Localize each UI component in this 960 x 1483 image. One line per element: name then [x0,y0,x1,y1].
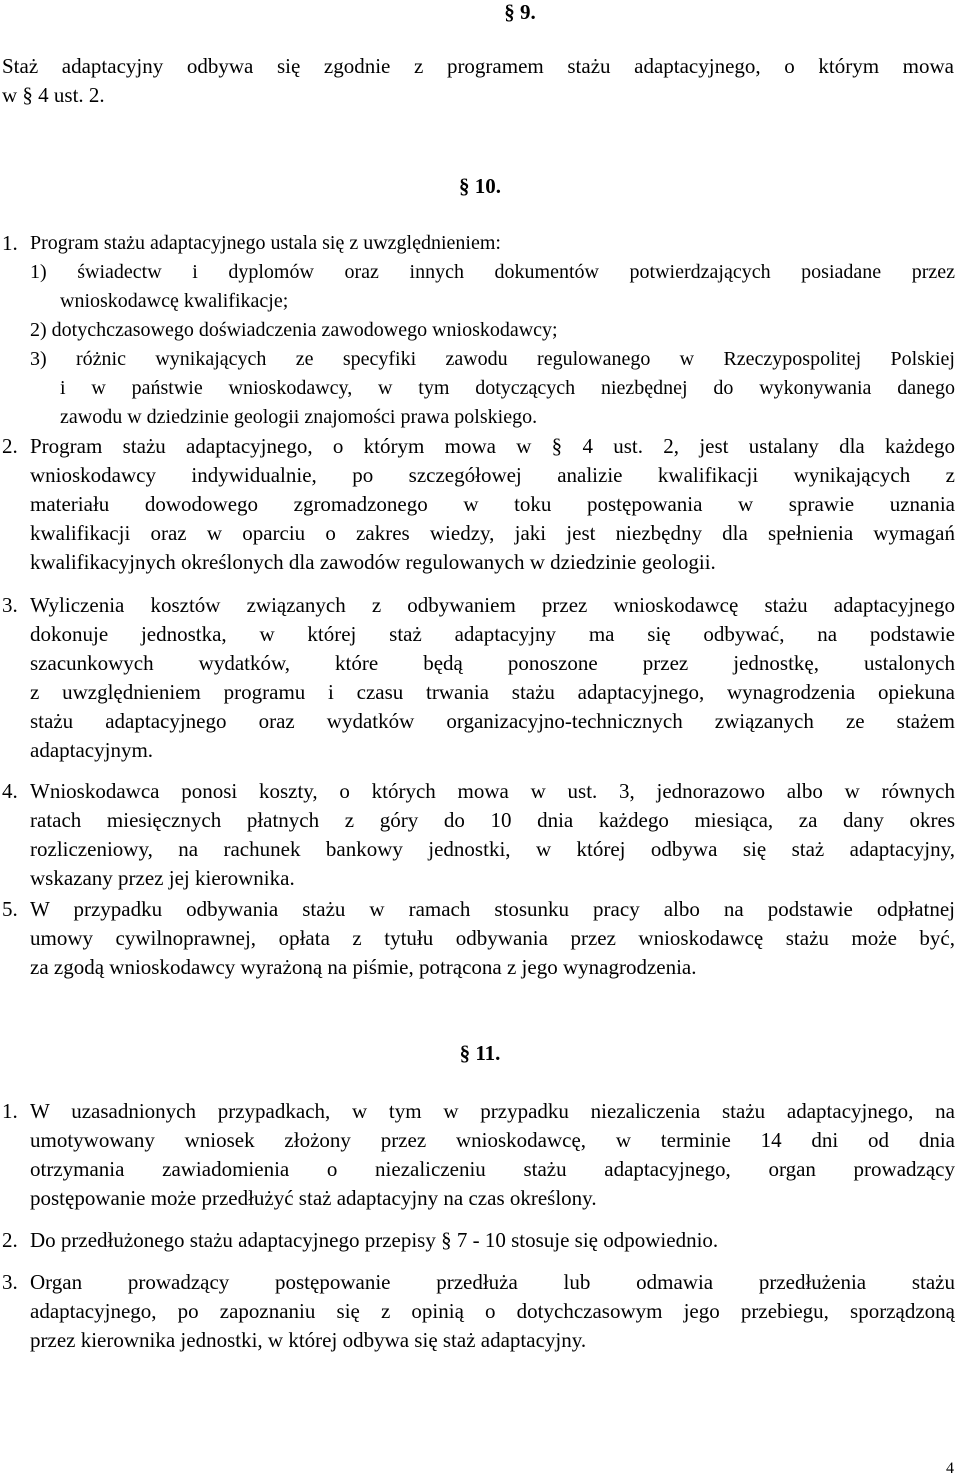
s10-p3-line5: stażu adaptacyjnego oraz wydatków organizacyjno-technicznych związanych ze stażem [30,709,955,733]
s10-p1-item3-cont2: zawodu w dziedzinie geologii znajomości prawa polskiego. [60,406,538,428]
s10-p4-line1: Wnioskodawca ponosi koszty, o których mowa w ust. 3, jednorazowo albo w równych [30,779,955,803]
s10-p5-num: 5. [2,897,18,921]
s11-p1-line3: otrzymania zawiadomienia o niezaliczeniu stażu adaptacyjnego, organ prowadzący [30,1157,955,1181]
s10-p2-line1: Program stażu adaptacyjnego, o którym mowa w § 4 ust. 2, jest ustalany dla każdego [30,434,955,458]
s10-p2-num: 2. [2,434,18,458]
section-9-heading: § 9. [504,0,536,24]
section-10-heading: § 10. [459,174,501,198]
s10-p4-line3: rozliczeniowy, na rachunek bankowy jednostki, w której odbywa się staż adaptacyjny, [30,837,955,861]
s11-p3-num: 3. [2,1270,18,1294]
s10-p3-line4: z uwzględnieniem programu i czasu trwania stażu adaptacyjnego, wynagrodzenia opiekuna [30,680,955,704]
page-number: 4 [946,1460,954,1477]
s10-p4-line2: ratach miesięcznych płatnych z góry do 10 dnia każdego miesiąca, za dany okres [30,808,955,832]
s11-p3-line3: przez kierownika jednostki, w której odbywa się staż adaptacyjny. [30,1328,587,1352]
s10-p1-item1-cont: wnioskodawcę kwalifikacje; [60,290,289,312]
s10-p1-intro: Program stażu adaptacyjnego ustala się z uwzględnieniem: [30,232,501,254]
s10-p2-line5: kwalifikacyjnych określonych dla zawodów regulowanych w dziedzinie geologii. [30,550,716,574]
s11-p1-line4: postępowanie może przedłużyć staż adaptacyjny na czas określony. [30,1186,597,1210]
s11-p3-line1: Organ prowadzący postępowanie przedłuża lub odmawia przedłużenia stażu [30,1270,955,1294]
s11-p1-num: 1. [2,1099,18,1123]
section-11-heading: § 11. [459,1041,501,1065]
section-9-text-cont: w § 4 ust. 2. [2,83,105,107]
s11-p3-line2: adaptacyjnego, po zapoznaniu się z opinią o dotychczasowym jego przebiegu, sporządzoną [30,1299,955,1323]
s10-p3-line6: adaptacyjnym. [30,738,154,762]
s10-p1-item2: 2) dotychczasowego doświadczenia zawodowego wnioskodawcy; [30,319,558,341]
s10-p1-item3-cont1: i w państwie wnioskodawcy, w tym dotyczących niezbędnej do wykonywania danego [60,377,955,399]
s11-p2-num: 2. [2,1228,18,1252]
s11-p1-line1: W uzasadnionych przypadkach, w tym w przypadku niezaliczenia stażu adaptacyjnego, na [30,1099,955,1123]
s10-p2-line4: kwalifikacji oraz w oparciu o zakres wiedzy, jaki jest niezbędny dla spełnienia wymagań [30,521,955,545]
s10-p5-line2: umowy cywilnoprawnej, opłata z tytułu odbywania przez wnioskodawcę stażu może być, [30,926,955,950]
s10-p5-line1: W przypadku odbywania stażu w ramach stosunku pracy albo na podstawie odpłatnej [30,897,955,921]
s10-p1-item3: 3) różnic wynikających ze specyfiki zawodu regulowanego w Rzeczypospolitej Polskiej [30,348,955,370]
s10-p4-num: 4. [2,779,18,803]
s10-p3-num: 3. [2,593,18,617]
s10-p4-line4: wskazany przez jej kierownika. [30,866,295,890]
s10-p3-line1: Wyliczenia kosztów związanych z odbywaniem przez wnioskodawcę stażu adaptacyjnego [30,593,955,617]
s10-p2-line2: wnioskodawcy indywidualnie, po szczegółowej analizie kwalifikacji wynikających z [30,463,955,487]
s11-p2-line1: Do przedłużonego stażu adaptacyjnego przepisy § 7 - 10 stosuje się odpowiednio. [30,1228,719,1252]
s10-p3-line2: dokonuje jednostka, w której staż adaptacyjny ma się odbywać, na podstawie [30,622,955,646]
s10-p1-item1: 1) świadectw i dyplomów oraz innych dokumentów potwierdzających posiadane przez [30,261,955,283]
s11-p1-line2: umotywowany wniosek złożony przez wnioskodawcę, w terminie 14 dni od dnia [30,1128,955,1152]
s10-p3-line3: szacunkowych wydatków, które będą ponoszone przez jednostkę, ustalonych [30,651,955,675]
s10-p5-line3: za zgodą wnioskodawcy wyrażoną na piśmie, potrącona z jego wynagrodzenia. [30,955,697,979]
s10-p1-num: 1. [2,231,18,255]
s10-p2-line3: materiału dowodowego zgromadzonego w toku postępowania w sprawie uznania [30,492,955,516]
section-9-text: Staż adaptacyjny odbywa się zgodnie z programem stażu adaptacyjnego, o którym mowa [2,54,954,78]
